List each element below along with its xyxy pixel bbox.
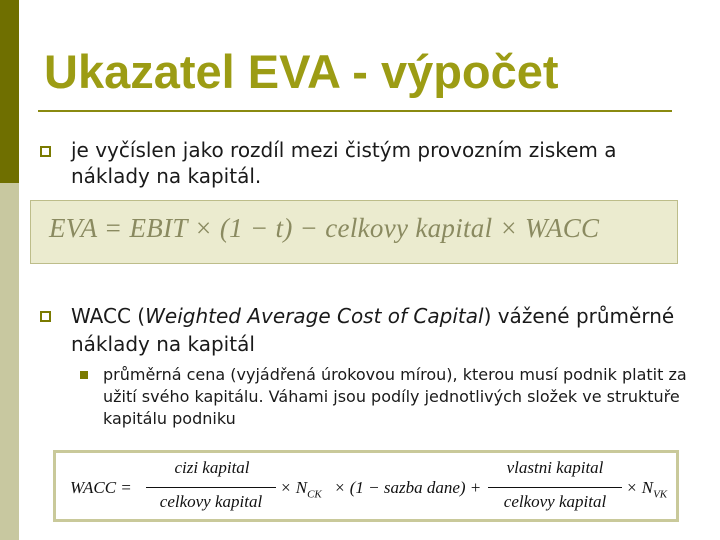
title-underline <box>38 110 672 112</box>
wacc-suffix: ) vážené průměrné náklady na kapitál <box>71 304 675 356</box>
wacc-formula-lhs: WACC = <box>70 478 132 497</box>
sub-bullet-text: průměrná cena (vyjádřená úrokovou mírou), kterou musí podnik platit za užití svého kapitálu. Váhami jsou podíly jednotlivých složek ve struktuře kapitálu podniku <box>103 365 687 428</box>
tax-term: × (1 − sazba dane) + <box>334 478 482 497</box>
slide-title: Ukazatel EVA - výpočet <box>44 45 559 98</box>
sub-bullet-icon <box>80 371 88 379</box>
fraction1-denominator: celkovy kapital <box>159 492 263 511</box>
bullet-text-eva-definition: je vyčíslen jako rozdíl mezi čistým provozním ziskem a náklady na kapitál. <box>71 138 617 188</box>
fraction2-numerator: vlastni kapital <box>506 458 604 477</box>
sidebar-accent-dark <box>0 0 19 183</box>
bullet-text-wacc <box>71 302 691 358</box>
rate-ck: × $N_{CK}$ <box>280 478 322 501</box>
wacc-prefix: WACC ( <box>71 304 146 328</box>
wacc-english-term: Weighted Average Cost of Capital <box>145 304 484 328</box>
fraction2-bar <box>488 487 622 488</box>
bullet-square-icon <box>40 146 51 157</box>
fraction1-numerator: cizi kapital <box>174 458 250 477</box>
bullet-square-icon <box>40 311 51 322</box>
eva-formula-box <box>30 200 678 264</box>
sidebar-accent-light <box>0 183 19 540</box>
fraction2-denominator: celkovy kapital <box>503 492 607 511</box>
eva-formula: EVA = EBIT × (1 − t) − celkovy kapital × WACC <box>49 213 600 243</box>
fraction1-bar <box>146 487 276 488</box>
wacc-formula-box <box>53 450 679 522</box>
rate-vk: × $N_{VK}$ <box>626 478 668 501</box>
